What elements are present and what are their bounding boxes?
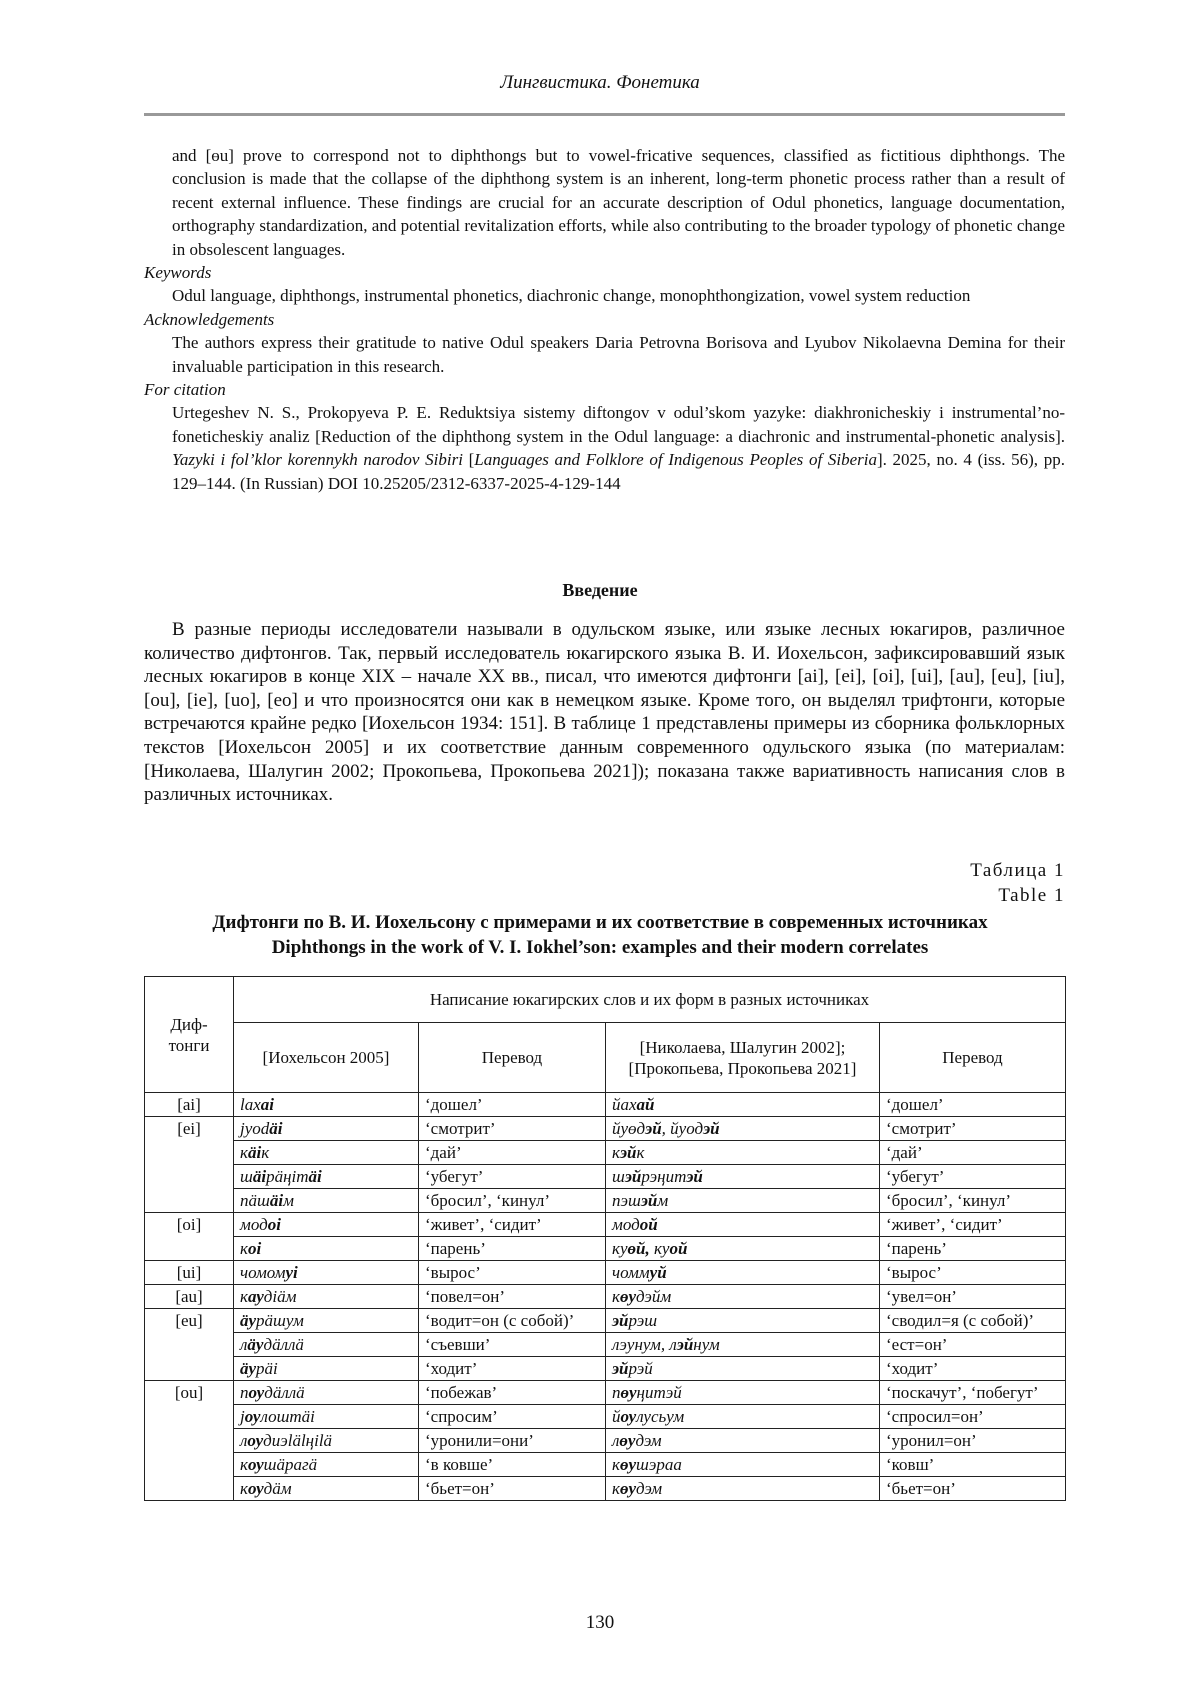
table-title-en: Diphthongs in the work of V. I. Iokhel’son: examples and their modern correlates (271, 937, 929, 958)
word-segment: диэlälңilä (263, 1431, 333, 1450)
word-segment: м (657, 1191, 669, 1210)
translation-2: ‘бросил’, ‘кинул’ (880, 1189, 1066, 1213)
word-bold-segment: ой (669, 1239, 688, 1258)
word-bold-segment: эй (703, 1119, 720, 1138)
word-source-2 (606, 1141, 880, 1165)
word-source-2 (606, 1093, 880, 1117)
word-segment: л (612, 1431, 620, 1450)
translation-2: ‘парень’ (880, 1237, 1066, 1261)
table-row (145, 1261, 1066, 1285)
word-segment: лусьум (636, 1407, 685, 1426)
word-source-1 (234, 1093, 419, 1117)
word-segment: ңитэй (636, 1383, 682, 1402)
word-segment: ку (612, 1239, 628, 1258)
word-bold-segment: ай (636, 1095, 655, 1114)
word-bold-segment: ау (247, 1287, 264, 1306)
word-segment: к (612, 1287, 620, 1306)
header-rule (144, 113, 1065, 116)
translation-2: ‘увел=он’ (880, 1285, 1066, 1309)
intro-paragraph: В разные периоды исследователи называли в одульском языке, или языке лесных юкагиров, различное количество дифтонгов. Так, первый исследователь юкагирского языка В. И. Иохельсон, зафиксировавший язык лесных юкагиров в конце XIX – начале XX вв., писал, что имеются дифтонги [ai], [ei], [oi], [ui], [au], [eu], [iu], [ou], [ie], [uo], [eo] и что произносятся они как в немецком языке. Кроме того, он выделял трифтонги, которые встречаются крайне редко [Иохельсон 1934: 151]. В таблице 1 представлены примеры из сборника фольклорных текстов [Иохельсон 2005] и их соответствие данным современного одульского языка (по материалам: [Николаева, Шалугин 2002; Прокопьева, Прокопьева 2021]); показана также вариативность написания слов в различных источниках. (144, 619, 1065, 806)
table-row (145, 1333, 1066, 1357)
translation-1: ‘смотрит’ (419, 1117, 606, 1141)
translation-2: ‘ходит’ (880, 1357, 1066, 1381)
word-segment: к (636, 1143, 645, 1162)
word-bold-segment: äi (252, 1167, 267, 1186)
word-source-2 (606, 1165, 880, 1189)
translation-1: ‘бросил’, ‘кинул’ (419, 1189, 606, 1213)
table-row (145, 1093, 1066, 1117)
word-segment: лэунум, л (612, 1335, 677, 1354)
word-source-2 (606, 1477, 880, 1501)
table-row (145, 1141, 1066, 1165)
word-bold-segment: оу (247, 1431, 264, 1450)
word-source-2 (606, 1213, 880, 1237)
diphthong-cell: [eu] (145, 1309, 234, 1381)
abstract-tail: and [өu] prove to correspond not to diphthongs but to vowel-fricative sequences, classified as fictitious diphthongs. The conclusion is made that the collapse of the diphthong system is an inherent, long-term phonetic process rather than a result of recent external influence. These findings are crucial for an accurate description of Odul phonetics, language documentation, orthography standardization, and potential revitalization efforts, while also contributing to the broader typology of phonetic change in obsolescent languages. (172, 146, 1065, 259)
word-source-2 (606, 1333, 880, 1357)
citation-journal-en: Languages and Folklore of Indigenous Peoples of Siberia (474, 450, 877, 470)
word-segment: йах (612, 1095, 637, 1114)
section-title: Введение (562, 580, 638, 600)
word-segment: рäңiт (266, 1167, 309, 1186)
word-source-2 (606, 1357, 880, 1381)
word-bold-segment: оi (267, 1215, 281, 1234)
word-source-1 (234, 1261, 419, 1285)
word-source-2 (606, 1261, 880, 1285)
acknowledgements-text: The authors express their gratitude to native Odul speakers Daria Petrovna Borisova and Lyubov Nikolaevna Demina for their invaluable participation in this research. (172, 333, 1065, 376)
word-source-1 (234, 1453, 419, 1477)
table-row (145, 1405, 1066, 1429)
translation-1: ‘ходит’ (419, 1357, 606, 1381)
translation-1: ‘бьет=он’ (419, 1477, 606, 1501)
word-segment: к (612, 1143, 620, 1162)
word-segment: чомом (240, 1263, 286, 1282)
header-source-1: [Иохельсон 2005] (234, 1023, 419, 1093)
citation-part: ]. 2025, no. 4 (iss. 56), pp. 129–144. (In Russian) DOI 10.25205/2312-6337-2025-4-129-144 (172, 450, 1065, 493)
word-source-1 (234, 1237, 419, 1261)
translation-1: ‘уронили=они’ (419, 1429, 606, 1453)
translation-2: ‘дошел’ (880, 1093, 1066, 1117)
word-source-2 (606, 1117, 880, 1141)
translation-1: ‘дай’ (419, 1141, 606, 1165)
header-source-2: [Николаева, Шалугин 2002]; [Прокопьева, Прокопьева 2021] (606, 1023, 880, 1093)
header-group: Написание юкагирских слов и их форм в разных источниках (234, 977, 1066, 1023)
word-segment: дäллä (264, 1383, 305, 1402)
translation-1: ‘дошел’ (419, 1093, 606, 1117)
header-translation-1: Перевод (419, 1023, 606, 1093)
word-bold-segment: эй (624, 1167, 642, 1186)
word-bold-segment: уй (649, 1263, 667, 1282)
word-bold-segment: äу (240, 1359, 257, 1378)
word-segment: к (240, 1455, 248, 1474)
word-bold-segment: оу (247, 1479, 264, 1498)
translation-2: ‘ковш’ (880, 1453, 1066, 1477)
word-segment: мод (240, 1215, 268, 1234)
word-bold-segment: ой (639, 1215, 658, 1234)
table-row (145, 1189, 1066, 1213)
word-bold-segment: өй, (627, 1239, 654, 1258)
translation-1: ‘живет’, ‘сидит’ (419, 1213, 606, 1237)
word-bold-segment: оу (620, 1407, 637, 1426)
word-segment: ку (653, 1239, 670, 1258)
word-source-1 (234, 1117, 419, 1141)
word-segment: шäрагä (263, 1455, 318, 1474)
word-source-1 (234, 1477, 419, 1501)
citation-text (144, 401, 1065, 495)
word-source-1 (234, 1285, 419, 1309)
word-source-1 (234, 1189, 419, 1213)
translation-1: ‘водит=он (с собой)’ (419, 1309, 606, 1333)
table-row (145, 1165, 1066, 1189)
word-source-1 (234, 1141, 419, 1165)
translation-2: ‘дай’ (880, 1141, 1066, 1165)
keywords-label: Keywords (144, 263, 212, 283)
word-source-1 (234, 1357, 419, 1381)
word-bold-segment: äi (269, 1119, 283, 1138)
word-segment: пэш (612, 1191, 641, 1210)
word-bold-segment: оу (244, 1407, 261, 1426)
word-segment: ш (612, 1167, 625, 1186)
word-segment: рэй (628, 1359, 653, 1378)
word-source-1 (234, 1429, 419, 1453)
diphthong-cell: [ei] (145, 1117, 234, 1213)
running-header: Лингвистика. Фонетика (500, 72, 700, 93)
table-label-en: Table 1 (998, 885, 1065, 906)
word-bold-segment: оу (247, 1455, 264, 1474)
word-bold-segment: эй (612, 1359, 629, 1378)
word-bold-segment: äу (240, 1311, 257, 1330)
word-source-2 (606, 1405, 880, 1429)
word-bold-segment: äi (269, 1191, 284, 1210)
word-source-2 (606, 1189, 880, 1213)
word-bold-segment: уi (285, 1263, 298, 1282)
translation-2: ‘убегут’ (880, 1165, 1066, 1189)
word-segment: рäшум (256, 1311, 304, 1330)
word-bold-segment: äi (247, 1143, 262, 1162)
word-segment: дэм (636, 1479, 663, 1498)
diphthong-cell: [au] (145, 1285, 234, 1309)
translation-1: ‘вырос’ (419, 1261, 606, 1285)
citation-journal: Yazyki i fol’klor korennykh narodov Sibiri (172, 450, 463, 470)
diphthong-cell: [oi] (145, 1213, 234, 1261)
word-segment: шэраа (636, 1455, 682, 1474)
table-row (145, 1309, 1066, 1333)
translation-2: ‘поскачут’, ‘побегут’ (880, 1381, 1066, 1405)
word-source-2 (606, 1429, 880, 1453)
translation-2: ‘спросил=он’ (880, 1405, 1066, 1429)
word-bold-segment: өу (620, 1383, 637, 1402)
translation-2: ‘живет’, ‘сидит’ (880, 1213, 1066, 1237)
word-segment: к (240, 1287, 248, 1306)
word-segment: к (240, 1479, 248, 1498)
translation-1: ‘повел=он’ (419, 1285, 606, 1309)
word-segment: ш (240, 1167, 253, 1186)
word-segment: lax (240, 1095, 261, 1114)
keywords-text: Odul language, diphthongs, instrumental phonetics, diachronic change, monophthongization, vowel system reduction (172, 286, 971, 306)
table-row (145, 1381, 1066, 1405)
header-translation-2: Перевод (880, 1023, 1066, 1093)
word-bold-segment: өу (619, 1287, 636, 1306)
acknowledgements-label: Acknowledgements (144, 309, 275, 329)
translation-2: ‘вырос’ (880, 1261, 1066, 1285)
word-segment: j (240, 1407, 245, 1426)
table-row (145, 1117, 1066, 1141)
table-row (145, 1429, 1066, 1453)
word-segment: п (612, 1383, 621, 1402)
table-row (145, 1285, 1066, 1309)
word-source-2 (606, 1453, 880, 1477)
word-bold-segment: эй (686, 1167, 703, 1186)
table-row (145, 1357, 1066, 1381)
abstract-block (144, 144, 1065, 495)
word-source-1 (234, 1309, 419, 1333)
word-segment: рэңит (641, 1167, 687, 1186)
word-segment: к (240, 1239, 248, 1258)
word-segment: чомм (612, 1263, 650, 1282)
translation-1: ‘парень’ (419, 1237, 606, 1261)
table-label-ru: Таблица 1 (970, 860, 1065, 881)
word-bold-segment: эй (640, 1191, 658, 1210)
word-bold-segment: äу (247, 1335, 264, 1354)
word-segment: дэм (635, 1431, 662, 1450)
word-bold-segment: ai (260, 1095, 275, 1114)
word-bold-segment: эй (612, 1311, 629, 1330)
table-row (145, 1477, 1066, 1501)
word-segment: мод (612, 1215, 640, 1234)
citation-label: For citation (144, 380, 226, 400)
translation-1: ‘убегут’ (419, 1165, 606, 1189)
word-segment: рэш (628, 1311, 658, 1330)
word-segment: к (240, 1143, 248, 1162)
word-segment: jyod (240, 1119, 270, 1138)
translation-2: ‘сводил=я (с собой)’ (880, 1309, 1066, 1333)
page-number: 130 (585, 1612, 615, 1633)
word-segment: л (240, 1335, 248, 1354)
word-segment: лоштäi (260, 1407, 315, 1426)
header-diphthongs: Диф-тонги (145, 977, 234, 1093)
word-bold-segment: эй (619, 1143, 637, 1162)
word-source-1 (234, 1333, 419, 1357)
word-source-2 (606, 1285, 880, 1309)
word-segment: дэйм (636, 1287, 672, 1306)
word-bold-segment: өу (619, 1431, 636, 1450)
word-segment: йуөд (612, 1119, 646, 1138)
table-title-ru: Дифтонги по В. И. Иохельсону с примерами и их соответствие в современных источниках (212, 912, 988, 933)
table-row (145, 1453, 1066, 1477)
table-row (145, 1213, 1066, 1237)
citation-part: [ (462, 450, 475, 470)
word-bold-segment: оу (248, 1383, 265, 1402)
word-source-2 (606, 1237, 880, 1261)
translation-1: ‘в ковше’ (419, 1453, 606, 1477)
word-bold-segment: эй (676, 1335, 694, 1354)
word-segment: , йуод (661, 1119, 704, 1138)
translation-2: ‘уронил=он’ (880, 1429, 1066, 1453)
word-segment: л (240, 1431, 248, 1450)
translation-2: ‘ест=он’ (880, 1333, 1066, 1357)
word-segment: пäш (240, 1191, 270, 1210)
word-bold-segment: өу (619, 1455, 636, 1474)
word-bold-segment: оi (247, 1239, 262, 1258)
citation-part: Urtegeshev N. S., Prokopyeva P. E. Reduktsiya sistemy diftongov v odul’skom yazyke: diakhronicheskiy i instrumental’no-foneticheskiy analiz [Reduction of the diphthong system in the Odul language: a diachronic and instrumental-phonetic analysis]. (172, 403, 1065, 446)
word-segment: дiäм (263, 1287, 297, 1306)
diphthong-cell: [ou] (145, 1381, 234, 1501)
word-bold-segment: эй (645, 1119, 662, 1138)
translation-1: ‘съевши’ (419, 1333, 606, 1357)
word-bold-segment: өу (619, 1479, 636, 1498)
diphthong-table (144, 976, 1066, 1501)
word-segment: рäi (256, 1359, 278, 1378)
word-source-1 (234, 1381, 419, 1405)
word-source-1 (234, 1165, 419, 1189)
word-segment: дäм (263, 1479, 292, 1498)
word-segment: нум (693, 1335, 720, 1354)
word-source-1 (234, 1213, 419, 1237)
word-bold-segment: äi (308, 1167, 322, 1186)
translation-1: ‘спросим’ (419, 1405, 606, 1429)
translation-2: ‘смотрит’ (880, 1117, 1066, 1141)
word-segment: к (612, 1479, 620, 1498)
diphthong-cell: [ai] (145, 1093, 234, 1117)
word-segment: к (261, 1143, 270, 1162)
word-segment: к (612, 1455, 620, 1474)
word-source-2 (606, 1309, 880, 1333)
word-source-1 (234, 1405, 419, 1429)
translation-1: ‘побежав’ (419, 1381, 606, 1405)
translation-2: ‘бьет=он’ (880, 1477, 1066, 1501)
word-segment: п (240, 1383, 249, 1402)
word-segment: м (283, 1191, 294, 1210)
diphthong-cell: [ui] (145, 1261, 234, 1285)
word-segment: й (612, 1407, 621, 1426)
word-segment: дäллä (263, 1335, 304, 1354)
table-row (145, 1237, 1066, 1261)
word-source-2 (606, 1381, 880, 1405)
